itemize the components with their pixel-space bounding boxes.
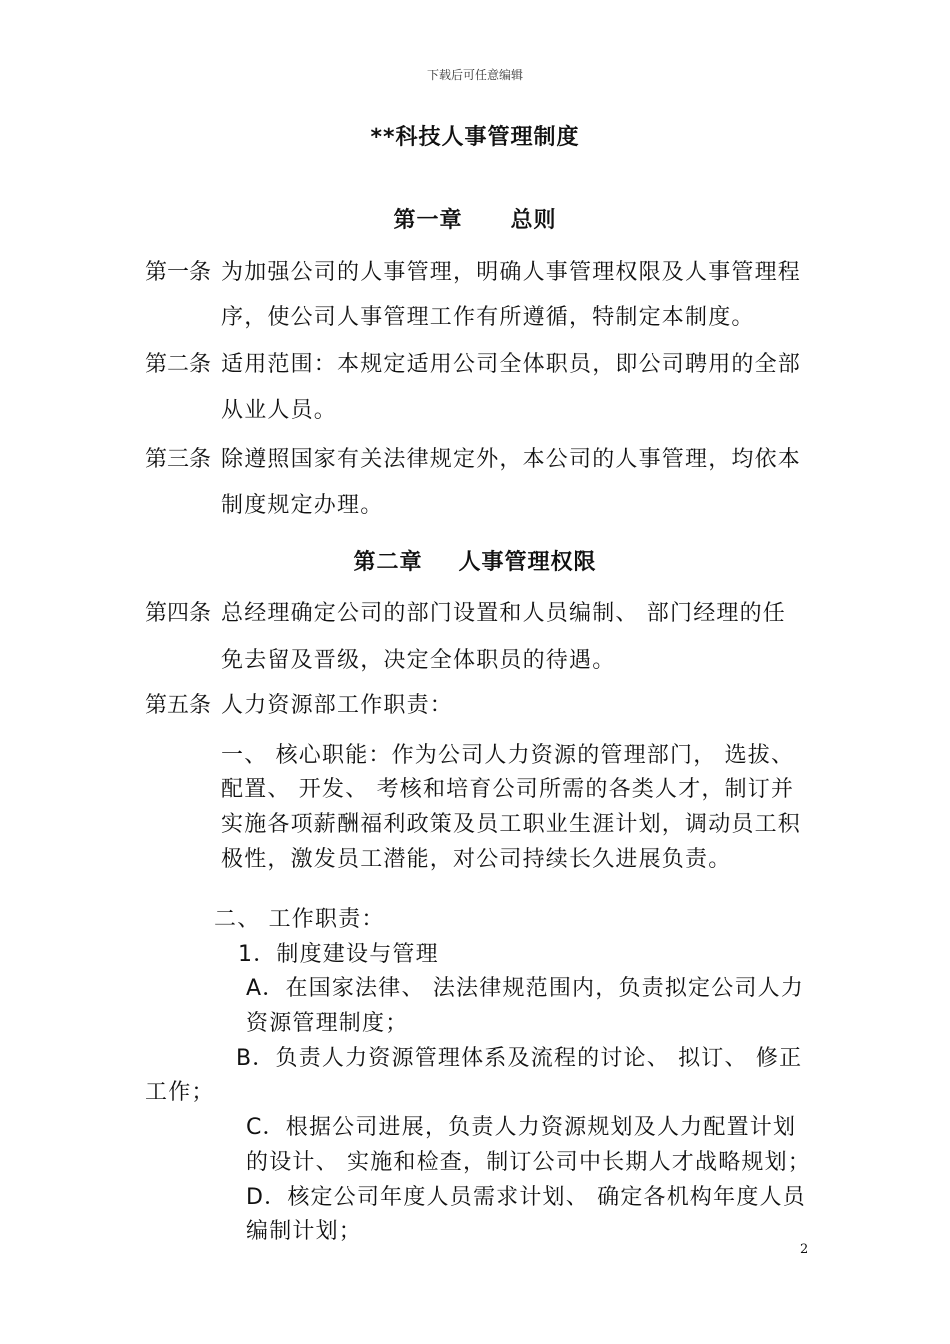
chapter-number: 第二章: [353, 550, 423, 575]
duty-item-line: B．负责人力资源管理体系及流程的讨论、 拟订、 修正: [236, 1046, 803, 1071]
duty-item-line: C．根据公司进展，负责人力资源规划及人力配置计划: [246, 1115, 797, 1140]
article-text-line: 除遵照国家有关法律规定外，本公司的人事管理，均依本: [221, 447, 802, 472]
core-function-line: 实施各项薪酬福利政策及员工职业生涯计划，调动员工积: [221, 812, 802, 837]
article-label: 第五条: [145, 693, 212, 718]
article-text-line: 从业人员。: [221, 398, 338, 423]
chapter-name: 总则: [510, 208, 557, 233]
document-title: **科技人事管理制度: [370, 125, 580, 150]
page-number: 2: [800, 1242, 809, 1257]
article-text-line: 为加强公司的人事管理，明确人事管理权限及人事管理程: [221, 260, 802, 285]
chapter-name: 人事管理权限: [458, 550, 597, 575]
article-text-line: 适用范围：本规定适用公司全体职员，即公司聘用的全部: [221, 352, 802, 377]
article-text-line: 序，使公司人事管理工作有所遵循，特制定本制度。: [221, 305, 755, 330]
article-label: 第二条: [145, 352, 212, 377]
article-label: 第一条: [145, 260, 212, 285]
core-function-line: 配置、 开发、 考核和培育公司所需的各类人才，制订并: [221, 777, 795, 802]
article-text-line: 总经理确定公司的部门设置和人员编制、 部门经理的任: [221, 601, 786, 626]
chapter-2-heading: [0, 545, 950, 576]
header-note: 下载后可任意编辑: [426, 68, 523, 82]
duty-item-line: D．核定公司年度人员需求计划、 确定各机构年度人员: [246, 1185, 806, 1210]
duty-item-line: 编制计划；: [246, 1219, 363, 1244]
duty-subheading: 1．制度建设与管理: [238, 942, 439, 967]
article-text-line: 免去留及晋级，决定全体职员的待遇。: [221, 648, 616, 673]
duty-item-line: 工作；: [145, 1080, 215, 1105]
duty-item-line: 资源管理制度；: [246, 1011, 409, 1036]
article-label: 第四条: [145, 601, 212, 626]
chapter-1-heading: [0, 203, 950, 234]
chapter-number: 第一章: [393, 208, 463, 233]
article-text-line: 制度规定办理。: [221, 493, 384, 518]
core-function-line: 一、 核心职能：作为公司人力资源的管理部门， 选拔、: [221, 743, 795, 768]
duties-heading: 二、 工作职责：: [214, 907, 385, 932]
article-label: 第三条: [145, 447, 212, 472]
duty-item-line: 的设计、 实施和检查，制订公司中长期人才战略规划；: [246, 1150, 811, 1175]
article-text-line: 人力资源部工作职责：: [221, 693, 454, 718]
duty-item-line: A．在国家法律、 法法律规范围内，负责拟定公司人力: [246, 976, 805, 1001]
core-function-line: 极性，激发员工潜能，对公司持续长久进展负责。: [221, 847, 732, 872]
